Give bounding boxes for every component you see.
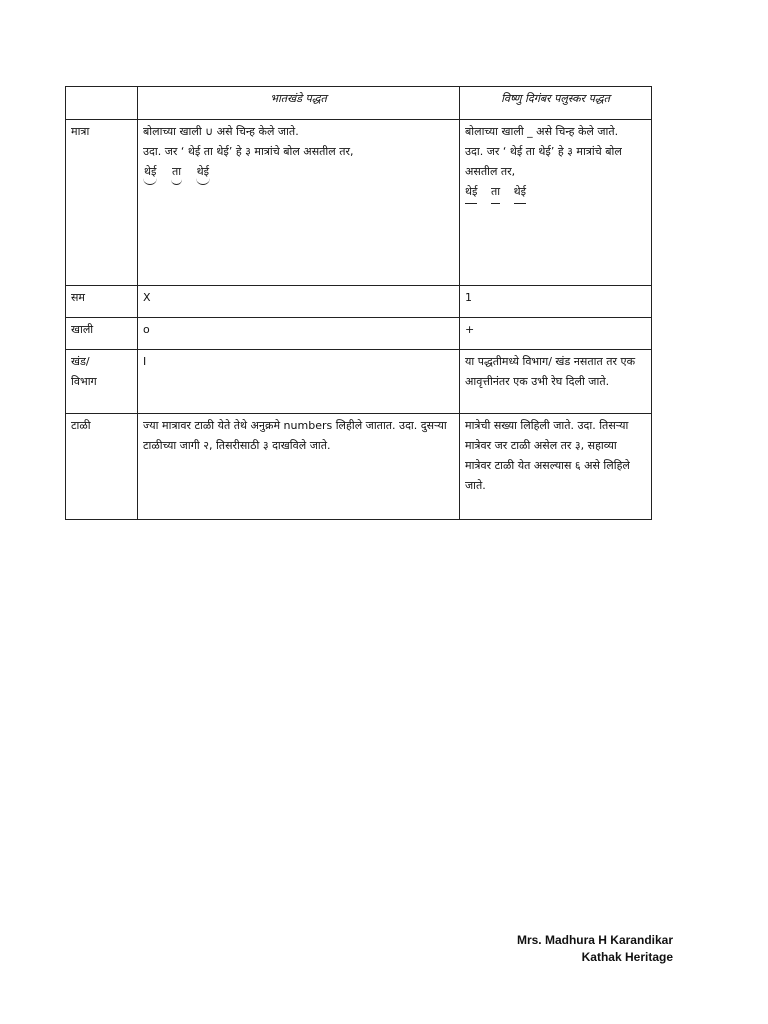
- matra-paluskar-bols: [465, 182, 646, 204]
- matra-paluskar-desc: बोलाच्या खाली _ असे चिन्ह केले जाते.: [465, 125, 619, 138]
- row-label-khand: [66, 350, 138, 414]
- row-matra: [66, 120, 652, 286]
- row-label-tali: टाळी: [66, 414, 138, 520]
- row-label-matra: मात्रा: [66, 120, 138, 286]
- matra-bhatkhande-example: उदा. जर ‘ थेई ता थेई’ हे ३ मात्रांचे बोल असतील तर,: [143, 145, 354, 158]
- cell-khali-paluskar: +: [460, 318, 652, 350]
- matra-bhatkhande-bols: [143, 162, 454, 185]
- bol-arc: थेई: [143, 162, 157, 185]
- bol-underline: थेई: [465, 182, 477, 204]
- row-khand: [66, 350, 652, 414]
- row-label-khali: खाली: [66, 318, 138, 350]
- cell-matra-paluskar: [460, 120, 652, 286]
- row-khali: [66, 318, 652, 350]
- header-paluskar: विष्णु दिगंबर पलुस्कर पद्धत: [460, 87, 652, 120]
- bol-underline: ता: [491, 182, 500, 204]
- cell-tali-bhatkhande: ज्या मात्रावर टाळी येते तेथे अनुक्रमे numbers लिहीले जातात. उदा. दुसऱ्या टाळीच्या जागी २, तिसरीसाठी ३ दाखविले जाते.: [138, 414, 460, 520]
- footer-author: Mrs. Madhura H Karandikar: [516, 933, 673, 947]
- row-label-khand-line1: खंड/: [71, 355, 90, 368]
- header-row: [66, 87, 652, 120]
- bol-arc: थेई: [196, 162, 210, 185]
- header-bhatkhande: भातखंडे पद्धत: [138, 87, 460, 120]
- cell-khand-bhatkhande: I: [138, 350, 460, 414]
- footer-credit: [517, 932, 673, 966]
- cell-sam-paluskar: 1: [460, 286, 652, 318]
- notation-comparison-table: [65, 86, 652, 520]
- cell-tali-paluskar: मात्रेची सख्या लिहिली जाते. उदा. तिसऱ्या मात्रेवर जर टाळी असेल तर ३, सहाव्या मात्रेवर टाळी येत असल्यास ६ असे लिहिले जाते.: [460, 414, 652, 520]
- header-empty-cell: [66, 87, 138, 120]
- cell-sam-bhatkhande: X: [138, 286, 460, 318]
- matra-paluskar-example: उदा. जर ‘ थेई ता थेई’ हे ३ मात्रांचे बोल असतील तर,: [465, 145, 622, 178]
- row-label-khand-line2: विभाग: [71, 375, 97, 388]
- row-sam: [66, 286, 652, 318]
- bol-arc: ता: [171, 162, 182, 185]
- cell-khali-bhatkhande: o: [138, 318, 460, 350]
- footer-org: Kathak Heritage: [581, 950, 673, 964]
- row-tali: [66, 414, 652, 520]
- matra-bhatkhande-desc: बोलाच्या खाली ∪ असे चिन्ह केले जाते.: [143, 125, 299, 138]
- cell-matra-bhatkhande: [138, 120, 460, 286]
- bol-underline: थेई: [514, 182, 526, 204]
- cell-khand-paluskar: या पद्धतीमध्ये विभाग/ खंड नसतात तर एक आवृत्तीनंतर एक उभी रेघ दिली जाते.: [460, 350, 652, 414]
- row-label-sam: सम: [66, 286, 138, 318]
